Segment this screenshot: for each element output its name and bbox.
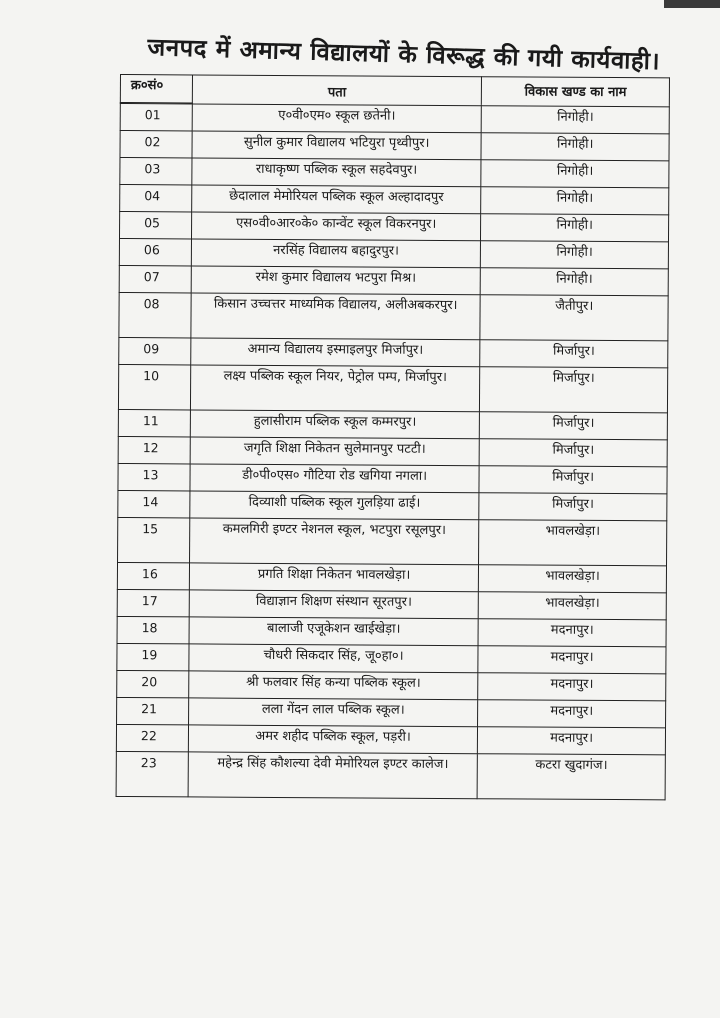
- address-cell: बालाजी एजूकेशन खाईखेड़ा।: [189, 617, 479, 646]
- table-header: [120, 75, 669, 107]
- serial-cell: 17: [117, 589, 189, 616]
- serial-cell: 10: [118, 364, 190, 409]
- block-cell: मदनापुर।: [478, 727, 666, 755]
- address-cell: जगृति शिक्षा निकेतन सुलेमानपुर पटटी।: [190, 437, 480, 466]
- serial-cell: 22: [116, 724, 188, 751]
- serial-cell: 13: [118, 463, 190, 490]
- block-cell: निगोही।: [481, 106, 669, 134]
- table-row: [117, 562, 666, 592]
- address-cell: अमान्य विद्यालय इस्माइलपुर मिर्जापुर।: [191, 338, 481, 367]
- block-cell: मिर्जापुर।: [479, 466, 667, 494]
- serial-cell: 01: [120, 104, 192, 131]
- table-row: [118, 517, 667, 565]
- table-row: [117, 697, 666, 727]
- address-cell: दिव्याशी पब्लिक स्कूल गुलड़िया ढाई।: [190, 491, 480, 520]
- block-cell: भावलखेड़ा।: [479, 592, 667, 620]
- address-cell: प्रगति शिक्षा निकेतन भावलखेड़ा।: [189, 563, 479, 592]
- serial-cell: 11: [118, 409, 190, 436]
- serial-cell: 19: [117, 643, 189, 670]
- serial-cell: 02: [120, 131, 192, 158]
- address-cell: चौधरी सिकदार सिंह, जू०हा०।: [189, 644, 479, 673]
- address-cell: लक्ष्य पब्लिक स्कूल नियर, पेट्रोल पम्प, मिर्जापुर।: [190, 365, 480, 412]
- serial-cell: 05: [119, 212, 191, 239]
- block-cell: निगोही।: [481, 268, 669, 296]
- unrecognized-schools-table: [116, 74, 670, 800]
- address-cell: हुलासीराम पब्लिक स्कूल कम्मरपुर।: [190, 410, 480, 439]
- block-cell: मदनापुर।: [478, 646, 666, 674]
- serial-cell: 16: [117, 562, 189, 589]
- block-cell: भावलखेड़ा।: [479, 565, 667, 593]
- block-cell: मदनापुर।: [478, 700, 666, 728]
- page-title: जनपद में अमान्य विद्यालयों के विरूद्ध की गयी कार्यवाही।: [147, 32, 661, 76]
- table-row: [119, 265, 668, 295]
- serial-cell: 15: [118, 517, 190, 562]
- address-cell: विद्याज्ञान शिक्षण संस्थान सूरतपुर।: [189, 590, 479, 619]
- block-cell: जैतीपुर।: [480, 295, 668, 341]
- address-cell: नरसिंह विद्यालय बहादुरपुर।: [191, 239, 481, 268]
- block-cell: निगोही।: [481, 160, 669, 188]
- address-cell: रमेश कुमार विद्यालय भटपुरा मिश्र।: [191, 266, 481, 295]
- block-cell: मिर्जापुर।: [480, 340, 668, 368]
- address-cell: महेन्द्र सिंह कौशल्या देवी मेमोरियल इण्टर कालेज।: [188, 752, 478, 799]
- block-cell: मदनापुर।: [478, 673, 666, 701]
- serial-cell: 07: [119, 265, 191, 292]
- address-cell: सुनील कुमार विद्यालय भटियुरा पृथ्वीपुर।: [192, 131, 482, 160]
- block-cell: मिर्जापुर।: [480, 412, 668, 440]
- serial-cell: 18: [117, 616, 189, 643]
- serial-cell: 12: [118, 436, 190, 463]
- table-row: [117, 670, 666, 700]
- table-row: [119, 238, 668, 268]
- block-cell: भावलखेड़ा।: [479, 520, 667, 566]
- header-serial: क्र०सं०: [120, 75, 192, 103]
- block-cell: निगोही।: [481, 214, 669, 242]
- table-row: [119, 292, 668, 340]
- table-row: [120, 158, 669, 188]
- table-row: [118, 409, 667, 439]
- table-row: [117, 589, 666, 619]
- header-block: विकास खण्ड का नाम: [482, 77, 670, 107]
- block-cell: मिर्जापुर।: [479, 493, 667, 521]
- serial-cell: 14: [118, 490, 190, 517]
- address-cell: अमर शहीद पब्लिक स्कूल, पड़री।: [188, 725, 478, 754]
- block-cell: मिर्जापुर।: [480, 367, 668, 413]
- table-row: [117, 643, 666, 673]
- address-cell: राधाकृष्ण पब्लिक स्कूल सहदेवपुर।: [192, 158, 482, 187]
- address-cell: लला गेंदन लाल पब्लिक स्कूल।: [188, 698, 478, 727]
- table-row: [118, 463, 667, 493]
- table-row: [119, 337, 668, 367]
- serial-cell: 04: [120, 185, 192, 212]
- table-row: [118, 364, 667, 412]
- serial-cell: 23: [116, 751, 188, 796]
- address-cell: कमलगिरी इण्टर नेशनल स्कूल, भटपुरा रसूलपुर।: [189, 518, 479, 565]
- table-body: [116, 104, 669, 800]
- block-cell: निगोही।: [481, 187, 669, 215]
- address-cell: डी०पी०एस० गौटिया रोड खगिया नगला।: [190, 464, 480, 493]
- block-cell: मिर्जापुर।: [479, 439, 667, 467]
- block-cell: कटरा खुदागंज।: [477, 754, 665, 800]
- table-row: [119, 212, 668, 242]
- block-cell: मदनापुर।: [478, 619, 666, 647]
- address-cell: छेदालाल मेमोरियल पब्लिक स्कूल अल्हादादपुर: [192, 185, 482, 214]
- table-row: [116, 751, 665, 799]
- table-row: [120, 104, 669, 134]
- address-cell: किसान उच्चत्तर माध्यमिक विद्यालय, अलीअबकरपुर।: [191, 293, 481, 340]
- serial-cell: 03: [120, 158, 192, 185]
- header-address: पता: [192, 75, 482, 106]
- table-row: [118, 490, 667, 520]
- serial-cell: 20: [117, 670, 189, 697]
- serial-cell: 06: [119, 238, 191, 265]
- table-row: [120, 185, 669, 215]
- address-cell: ए०वी०एम० स्कूल छतेनी।: [192, 104, 482, 133]
- header-row: [120, 75, 669, 106]
- table-row: [116, 724, 665, 754]
- table-row: [120, 131, 669, 161]
- block-cell: निगोही।: [481, 133, 669, 161]
- address-cell: श्री फलवार सिंह कन्या पब्लिक स्कूल।: [189, 671, 479, 700]
- serial-cell: 09: [119, 337, 191, 364]
- block-cell: निगोही।: [481, 241, 669, 269]
- table-row: [117, 616, 666, 646]
- schools-table-container: [116, 74, 670, 800]
- table-row: [118, 436, 667, 466]
- serial-cell: 08: [119, 292, 191, 337]
- address-cell: एस०वी०आर०के० कान्वेंट स्कूल विकरनपुर।: [191, 212, 481, 241]
- serial-cell: 21: [117, 697, 189, 724]
- corner-scan-mark: [664, 0, 720, 8]
